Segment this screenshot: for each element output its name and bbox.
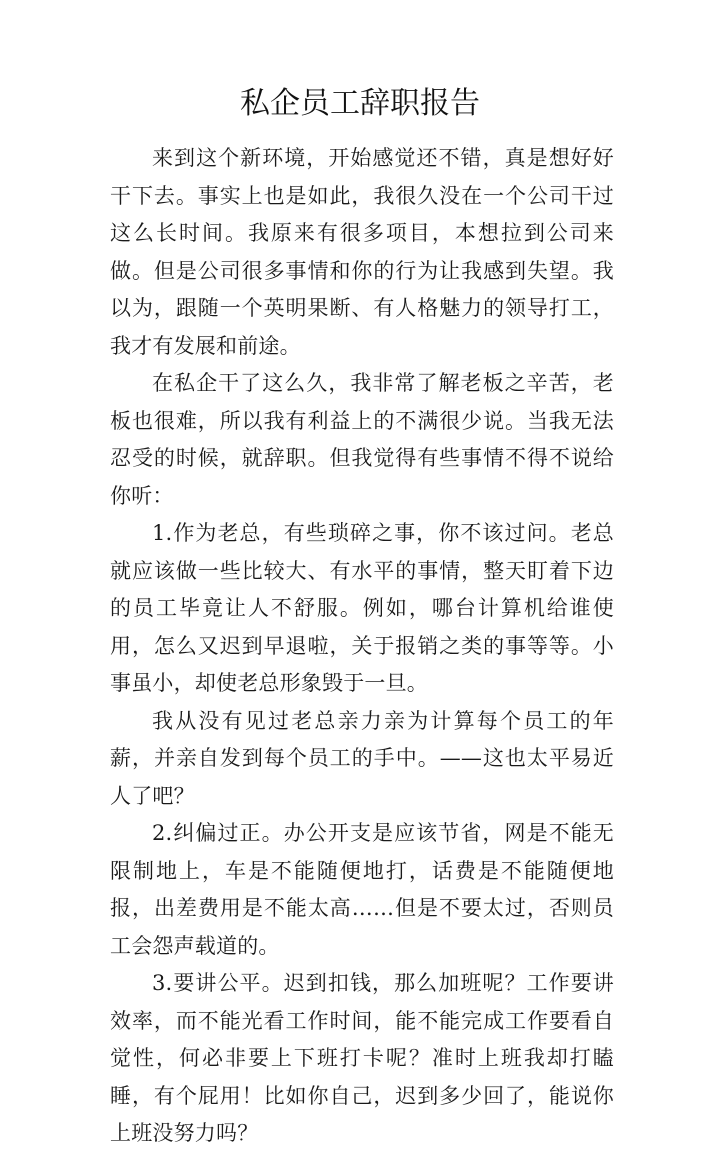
paragraph-context: 在私企干了这么久，我非常了解老板之辛苦，老板也很难，所以我有利益上的不满很少说。当我无法忍受的时候，就辞职。但我觉得有些事情不得不说给你听： <box>110 371 614 508</box>
document-body <box>110 140 614 1153</box>
paragraph-point-1-note: 我从没有见过老总亲力亲为计算每个员工的年薪，并亲自发到每个员工的手中。——这也太平易近人了吧？ <box>110 708 614 808</box>
paragraph-point-1: 1.作为老总，有些琐碎之事，你不该过问。老总就应该做一些比较大、有水平的事情，整天盯着下边的员工毕竟让人不舒服。例如，哪台计算机给谁使用，怎么又迟到早退啦，关于报销之类的事等等。小事虽小，却使老总形象毁于一旦。 <box>110 521 614 695</box>
paragraph-point-2: 2.纠偏过正。办公开支是应该节省，网是不能无限制地上，车是不能随便地打，话费是不能随便地报，出差费用是不能太高……但是不要太过，否则员工会怨声载道的。 <box>110 821 614 958</box>
document-title: 私企员工辞职报告 <box>240 86 480 121</box>
paragraph-point-3: 3.要讲公平。迟到扣钱，那么加班呢？工作要讲效率，而不能光看工作时间，能不能完成工作要看自觉性，何必非要上下班打卡呢？准时上班我却打瞌睡，有个屁用！比如你自己，迟到多少回了，能说你上班没努力吗？ <box>110 971 614 1145</box>
paragraph-intro: 来到这个新环境，开始感觉还不错，真是想好好干下去。事实上也是如此，我很久没在一个公司干过这么长时间。我原来有很多项目，本想拉到公司来做。但是公司很多事情和你的行为让我感到失望。我以为，跟随一个英明果断、有人格魅力的领导打工，我才有发展和前途。 <box>110 146 614 358</box>
